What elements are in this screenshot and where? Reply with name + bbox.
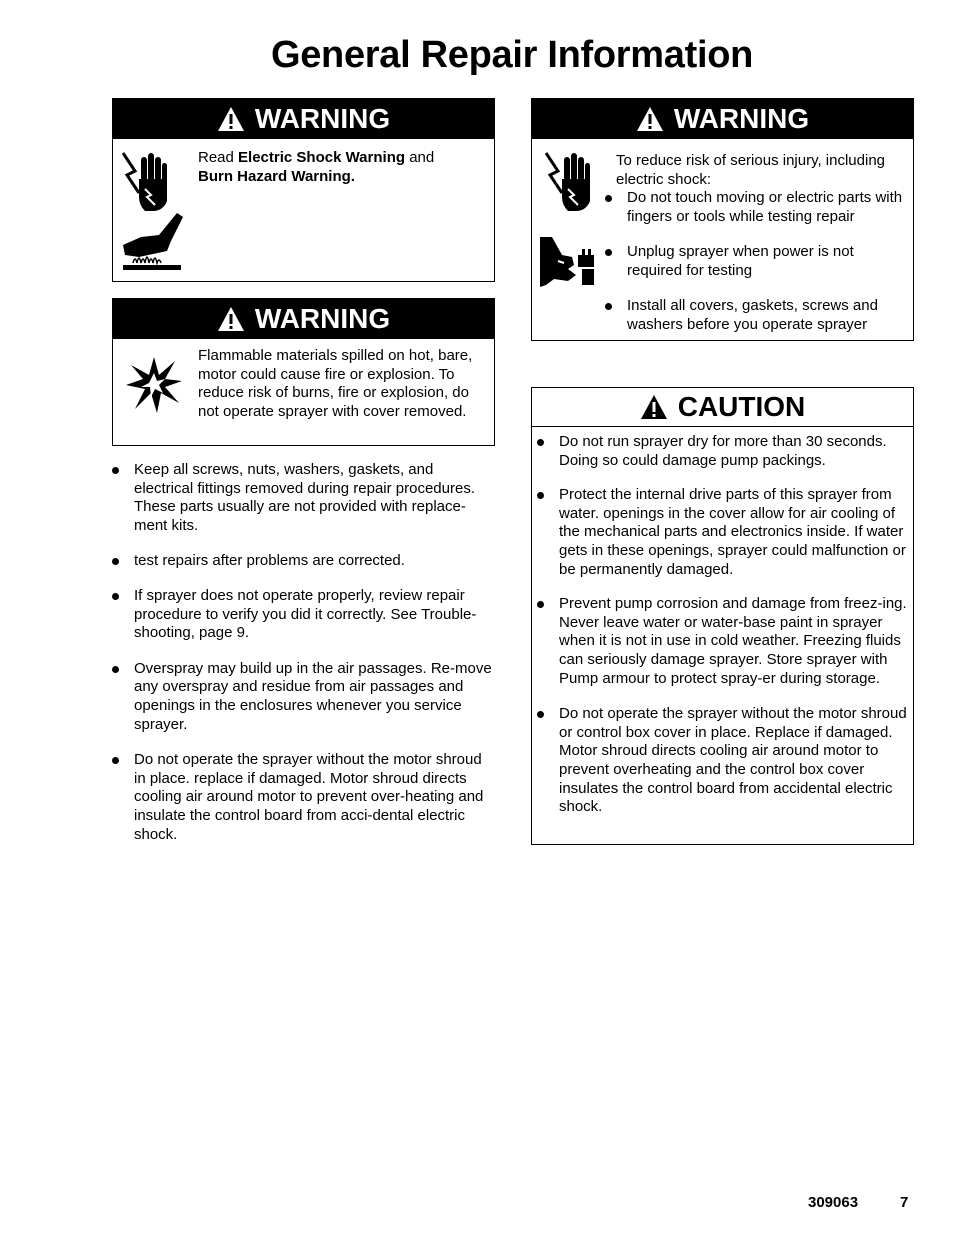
caution-box — [531, 387, 914, 845]
caution-header-label: CAUTION — [677, 391, 806, 422]
page-title: General Repair Information — [270, 34, 754, 76]
list-item: Keep all screws, nuts, washers, gaskets, and electrical fittings removed during repair procedures. These parts usually are not provided with replace-ment kits. — [112, 461, 492, 535]
warning-3-bullets — [605, 189, 905, 335]
warning-header — [532, 99, 913, 139]
list-item: Protect the internal drive parts of this sprayer from water. openings in the cover allow for air cooling of the mechanical parts and electronics inside. If water gets in these openings, sprayer could malfunction or be permanently damaged. — [537, 486, 909, 579]
list-item: Unplug sprayer when power is not required for testing — [605, 243, 905, 280]
warning-triangle-icon — [217, 106, 245, 132]
electric-shock-hand-icon — [540, 149, 592, 219]
list-item: Prevent pump corrosion and damage from freez-ing. Never leave water or water-base paint in sprayer when it is not in use in cold weather. Freezing fluids can seriously damage sprayer. Store sprayer with Pump armour to protect spray-er during storage. — [537, 595, 909, 688]
warning-header — [113, 299, 494, 339]
list-item: Do not run sprayer dry for more than 30 seconds. Doing so could damage pump packings. — [537, 433, 909, 470]
warning-header-label: WARNING — [254, 103, 391, 134]
warning-header-label: WARNING — [254, 303, 391, 334]
flammable-warning-box — [112, 298, 495, 446]
burn-hazard-hand-icon — [119, 207, 185, 277]
list-item: Do not operate the sprayer without the motor shroud in place. replace if damaged. Motor shroud directs cooling air around motor to prevent over-heating and insulate the control board from acci-dental electric shock. — [112, 751, 492, 844]
injury-warning-box — [531, 98, 914, 341]
list-item: test repairs after problems are corrected. — [112, 552, 492, 571]
doc-number: 309063 — [808, 1194, 859, 1211]
list-item: Do not operate the sprayer without the motor shroud or control box cover in place. Replace if damaged. Motor shroud directs cooling air around motor to prevent overheating and the control box cover insulates the control board from accidental electric shock. — [537, 705, 909, 817]
warning-3-intro: To reduce risk of serious injury, including electric shock: — [616, 152, 886, 188]
list-item: Install all covers, gaskets, screws and washers before you operate sprayer — [605, 297, 905, 334]
warning-1-text: Read Electric Shock Warning and Burn Hazard Warning. — [198, 149, 435, 185]
electric-shock-warning-ref: Electric Shock Warning — [238, 149, 406, 166]
caution-header — [532, 388, 913, 427]
list-item: Overspray may build up in the air passages. Re-move any overspray and residue from air passages and openings in the enclosures whenever you service sprayer. — [112, 660, 492, 734]
caution-triangle-icon — [640, 394, 668, 420]
list-item: Do not touch moving or electric parts with fingers or tools while testing repair — [605, 189, 905, 226]
caution-bullets — [537, 433, 909, 817]
unplug-hand-icon — [538, 235, 598, 289]
warning-triangle-icon — [636, 106, 664, 132]
electric-burn-warning-box — [112, 98, 495, 282]
explosion-icon — [125, 355, 183, 415]
left-bullet-list — [112, 461, 492, 844]
warning-header-label: WARNING — [673, 103, 810, 134]
warning-2-text: Flammable materials spilled on hot, bare, motor could cause fire or explosion. To reduce risk of burns, fire or explosion, do not operate sprayer with cover removed. — [198, 347, 473, 420]
warning-header — [113, 99, 494, 139]
list-item: If sprayer does not operate properly, review repair procedure to verify you did it correctly. See Trouble-shooting, page 9. — [112, 587, 492, 643]
warning-triangle-icon — [217, 306, 245, 332]
page-number: 7 — [900, 1194, 909, 1211]
burn-hazard-warning-ref: Burn Hazard Warning. — [198, 167, 355, 185]
